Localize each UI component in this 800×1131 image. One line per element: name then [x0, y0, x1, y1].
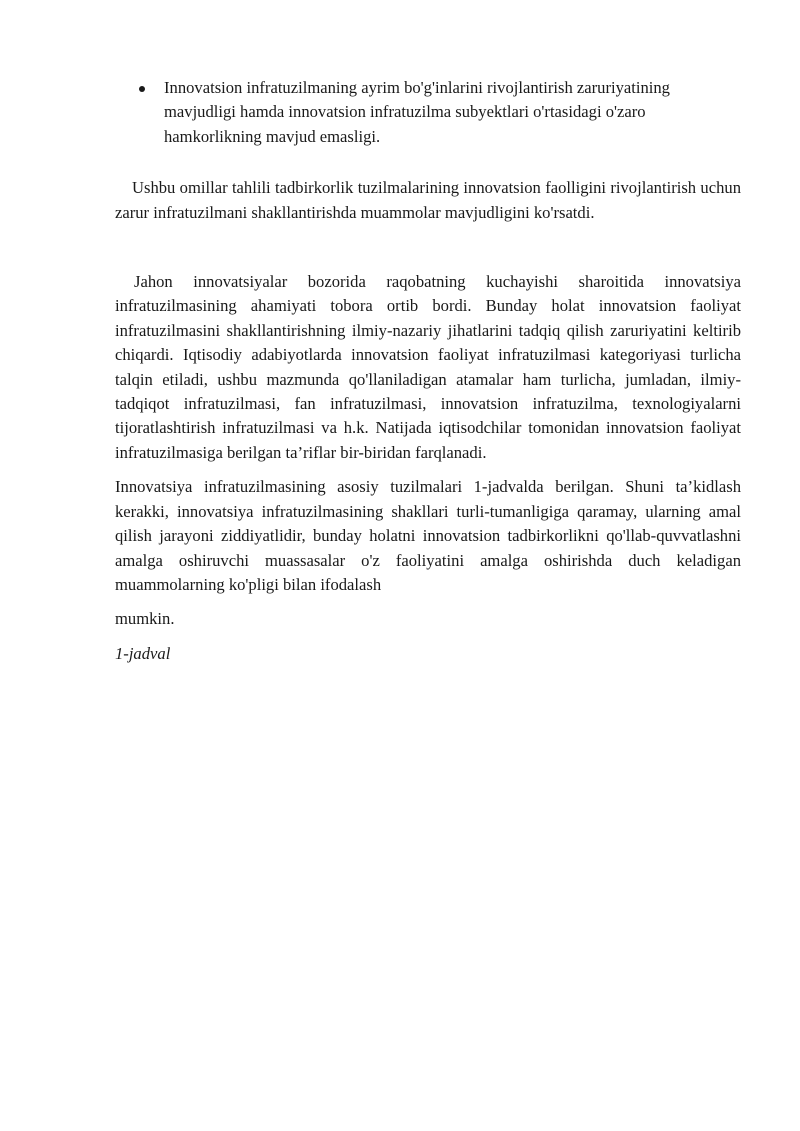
paragraph-infrastructure-structures: Innovatsiya infratuzilmasining asosiy tuzilmalari 1-jadvalda berilgan. Shuni ta’kidlash kerakki, innovatsiya infratuzilmasining shakllari turli-tumanligiga qaramay, ularning amal qilish jarayoni ziddiyatlidir, bunday holatni innovatsion tadbirkorlikni qo'llab-quvvatlashni amalga oshiruvchi muassasalar o'z faoliyatini amalga oshirishda duch keladigan muammolarning ko'pligi bilan ifodalash [115, 477, 741, 594]
paragraph-continuation: mumkin. [115, 609, 175, 629]
bullet-icon [139, 86, 145, 92]
paragraph-innovation-market: Jahon innovatsiyalar bozorida raqobatning kuchayishi sharoitida innovatsiya infratuzilmasining ahamiyati tobora ortib bordi. Bunday holat innovatsion faoliyat infratuzilmasini shakllantirishning ilmiy-nazariy jihatlarini tadqiq qilish zaruriyatini keltirib chiqardi. Iqtisodiy adabiyotlarda innovatsion faoliyat infratuzilmasi kategoriyasi turlicha talqin etiladi, ushbu mazmunda qo'llaniladigan atamalar ham turlicha, jumladan, ilmiy-tadqiqot infratuzilmasi, fan infratuzilmasi, innovatsion infratuzilma, texnologiyalarni tijoratlashtirish infratuzilmasi va h.k. Natijada iqtisodchilar tomonidan innovatsion faoliyat infratuzilmasiga berilgan ta’riflar bir-biridan farqlanadi. [115, 272, 741, 462]
bullet-text: Innovatsion infratuzilmaning ayrim bo'g'inlarini rivojlantirish zaruriyatining mavjudligi hamda innovatsion infratuzilma subyektlari o'rtasidagi o'zaro hamkorlikning mavjud emasligi. [164, 78, 670, 146]
paragraph-analysis-summary: Ushbu omillar tahlili tadbirkorlik tuzilmalarining innovatsion faolligini rivojlantirish uchun zarur infratuzilmani shakllantirishda muammolar mavjudligini ko'rsatdi. [115, 178, 741, 222]
bullet-list [115, 76, 741, 149]
table-caption: 1-jadval [115, 643, 171, 663]
document-page [115, 76, 741, 666]
list-item [115, 76, 741, 149]
